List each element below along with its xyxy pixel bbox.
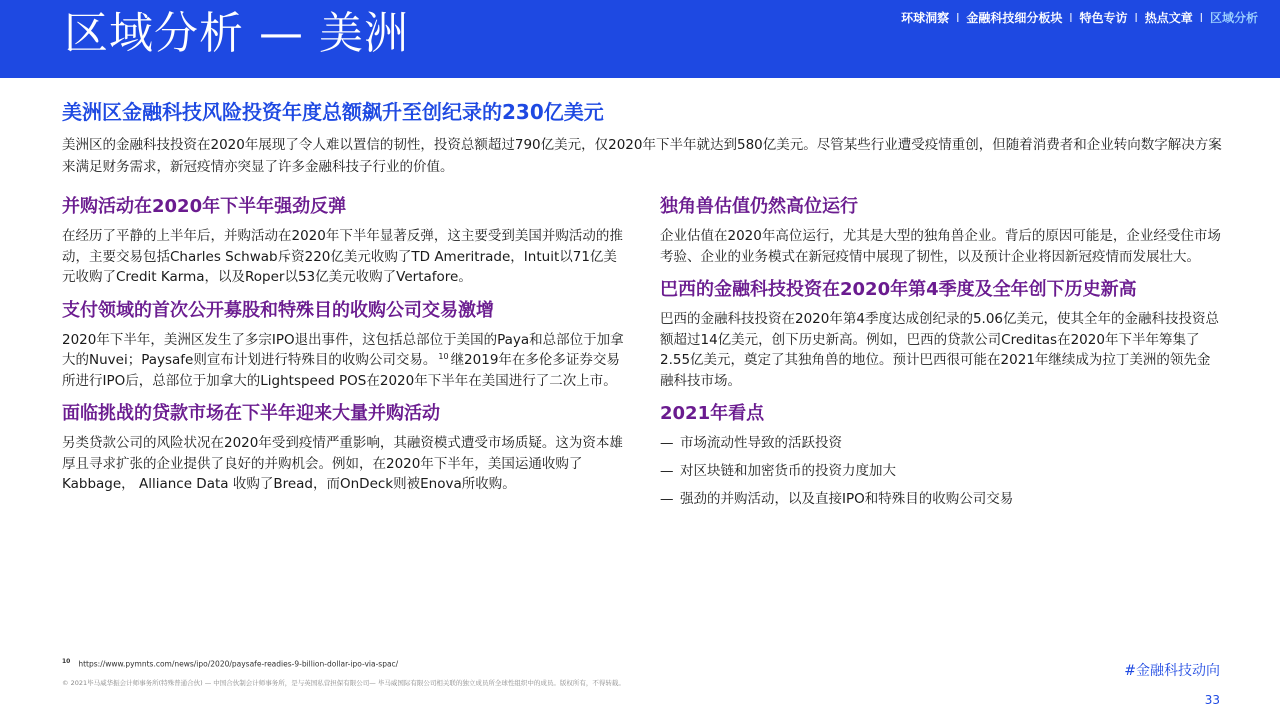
- section-title: 2021年看点: [660, 403, 765, 424]
- left-column: [62, 194, 624, 505]
- nav-item-hot-articles[interactable]: 热点文章: [1144, 11, 1193, 25]
- footnote-number: 10: [62, 658, 71, 665]
- section-body: 在经历了平静的上半年后，并购活动在2020年下半年显著反弹，这主要受到美国并购活动的推动，主要交易包括Charles Schwab斥资220亿美元收购了TD Ameritrade，Intuit以71亿美元收购了Credit Karma，以及Roper以53亿美元收购了Vertafore。: [62, 228, 623, 285]
- section-payments-ipo: [62, 298, 624, 392]
- section-title: 巴西的金融科技投资在2020年第4季度及全年创下历史新高: [660, 279, 1137, 300]
- footnote: [62, 657, 398, 670]
- dash-bullet: —: [660, 491, 674, 507]
- section-ma-rebound: [62, 194, 624, 288]
- section-body-part: 2020年下半年，美洲区发生了多宗IPO退出事件，这包括总部位于美国的Paya和总部位于加拿大的Nuvei；Paysafe则宣布计划进行特殊目的收购公司交易。: [62, 331, 624, 368]
- section-title: 独角兽估值仍然高位运行: [660, 196, 858, 217]
- section-brazil-investment: [660, 277, 1222, 391]
- list-item-text: 强劲的并购活动，以及直接IPO和特殊目的收购公司交易: [680, 491, 1014, 507]
- nav-item-fintech-segments[interactable]: 金融科技细分板块: [966, 11, 1063, 25]
- section-title: 面临挑战的贷款市场在下半年迎来大量并购活动: [62, 403, 440, 424]
- hashtag-label[interactable]: #金融科技动向: [1124, 663, 1220, 679]
- page-title: 区域分析 — 美洲: [64, 8, 409, 59]
- nav-separator: I: [1199, 11, 1204, 25]
- page-number: 33: [1204, 693, 1220, 707]
- outlook-list: [660, 433, 1222, 509]
- main-heading: 美洲区金融科技风险投资年度总额飙升至创纪录的230亿美元: [62, 100, 604, 124]
- nav-separator: I: [1069, 11, 1073, 25]
- nav-item-regional-analysis[interactable]: 区域分析: [1209, 11, 1258, 25]
- section-body: 企业估值在2020年高位运行，尤其是大型的独角兽企业。背后的原因可能是，企业经受住市场考验、企业的业务模式在新冠疫情中展现了韧性，以及预计企业将因新冠疫情而发展壮大。: [660, 228, 1221, 265]
- right-column: [660, 194, 1222, 519]
- intro-paragraph: 美洲区的金融科技投资在2020年展现了令人难以置信的韧性，投资总额超过790亿美元，仅2020年下半年就达到580亿美元。尽管某些行业遭受疫情重创，但随着消费者和企业转向数字解决方案来满足财务需求，新冠疫情亦突显了许多金融科技子行业的价值。: [62, 137, 1222, 175]
- dash-bullet: —: [660, 463, 674, 479]
- list-item: [660, 461, 1222, 481]
- section-body: [62, 330, 624, 392]
- section-body: 巴西的金融科技投资在2020年第4季度达成创纪录的5.06亿美元，使其全年的金融科技投资总额超过14亿美元，创下历史新高。例如，巴西的贷款公司Creditas在2020年下半年筹集了2.55亿美元，奠定了其独角兽的地位。预计巴西很可能在2021年继续成为拉丁美洲的领先金融科技市场。: [660, 311, 1220, 389]
- header-bar: [0, 0, 1280, 78]
- dash-bullet: —: [660, 435, 674, 451]
- section-2021-outlook: [660, 401, 1222, 509]
- copyright-text: © 2021毕马威华振会计师事务所(特殊普通合伙) — 中国合伙制会计师事务所，是与英国私营担保有限公司— 毕马威国际有限公司相关联的独立成员所全球性组织中的成员。版权所有，不得转载。: [62, 679, 625, 687]
- section-body: 另类贷款公司的风险状况在2020年受到疫情严重影响，其融资模式遭受市场质疑。这为资本雄厚且寻求扩张的企业提供了良好的并购机会。例如，在2020年下半年，美国运通收购了Kabbage， Alliance Data 收购了Bread，而OnDeck则被Enova所收购。: [62, 435, 623, 492]
- section-unicorn-valuations: [660, 194, 1222, 267]
- section-title: 支付领域的首次公开募股和特殊目的收购公司交易激增: [62, 299, 494, 321]
- nav-item-global-insights[interactable]: 环球洞察: [901, 11, 950, 25]
- footnote-link[interactable]: https://www.pymnts.com/news/ipo/2020/paysafe-readies-9-billion-dollar-ipo-via-spac/: [78, 659, 399, 669]
- nav-item-interviews[interactable]: 特色专访: [1079, 11, 1128, 25]
- list-item: [660, 433, 1222, 453]
- nav-separator: I: [955, 11, 960, 25]
- section-body-part: 继2019年在多伦多证券交易所进行IPO后，总部位于加拿大的Lightspeed POS在2020年下半年在美国进行了二次上市。: [62, 352, 620, 389]
- list-item-text: 对区块链和加密货币的投资力度加大: [680, 463, 896, 479]
- top-nav: [901, 10, 1258, 26]
- nav-separator: I: [1134, 11, 1138, 25]
- section-title: 并购活动在2020年下半年强劲反弹: [62, 196, 347, 217]
- list-item-text: 市场流动性导致的活跃投资: [680, 435, 842, 451]
- list-item: [660, 489, 1222, 509]
- section-lending-ma: [62, 401, 624, 495]
- footnote-ref[interactable]: 10: [438, 351, 449, 361]
